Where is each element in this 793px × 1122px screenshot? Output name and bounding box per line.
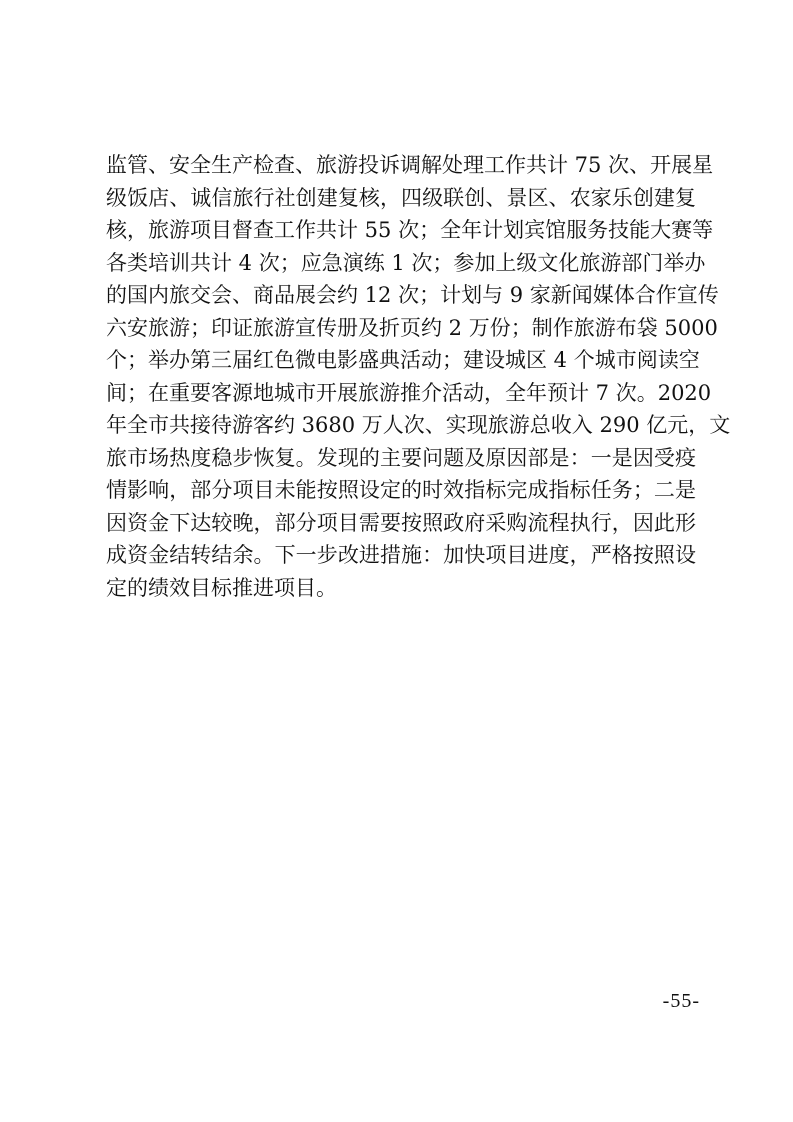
text-line: 旅市场热度稳步恢复。发现的主要问题及原因部是：一是因受疫	[106, 445, 696, 470]
text-line: 成资金结转结余。下一步改进措施：加快项目进度，严格按照设	[106, 543, 696, 567]
text-line: 的国内旅交会、商品展会约 12 次；计划与 9 家新闻媒体合作宣传	[106, 283, 719, 307]
text-line: 因资金下达较晚，部分项目需要按照政府采购流程执行，因此形	[106, 510, 696, 535]
text-line: 个；举办第三届红色微电影盛典活动；建设城区 4 个城市阅读空	[106, 348, 700, 372]
body-paragraph	[106, 149, 731, 604]
text-line: 情影响，部分项目未能按照设定的时效指标完成指标任务；二是	[106, 478, 696, 502]
text-line: 级饭店、诚信旅行社创建复核，四级联创、景区、农家乐创建复	[106, 185, 696, 210]
text-line: 各类培训共计 4 次；应急演练 1 次；参加上级文化旅游部门举办	[106, 250, 706, 275]
page-number: -55-	[662, 990, 700, 1012]
text-line: 监管、安全生产检查、旅游投诉调解处理工作共计 75 次、开展星	[106, 153, 714, 177]
text-line: 间；在重要客源地城市开展旅游推介活动，全年预计 7 次。2020	[106, 380, 712, 405]
text-line: 核，旅游项目督查工作共计 55 次；全年计划宾馆服务技能大赛等	[106, 218, 714, 242]
text-line: 定的绩效目标推进项目。	[106, 575, 337, 600]
text-line: 年全市共接待游客约 3680 万人次、实现旅游总收入 290 亿元，文	[106, 413, 731, 437]
text-line: 六安旅游；印证旅游宣传册及折页约 2 万份；制作旅游布袋 5000	[106, 315, 718, 340]
